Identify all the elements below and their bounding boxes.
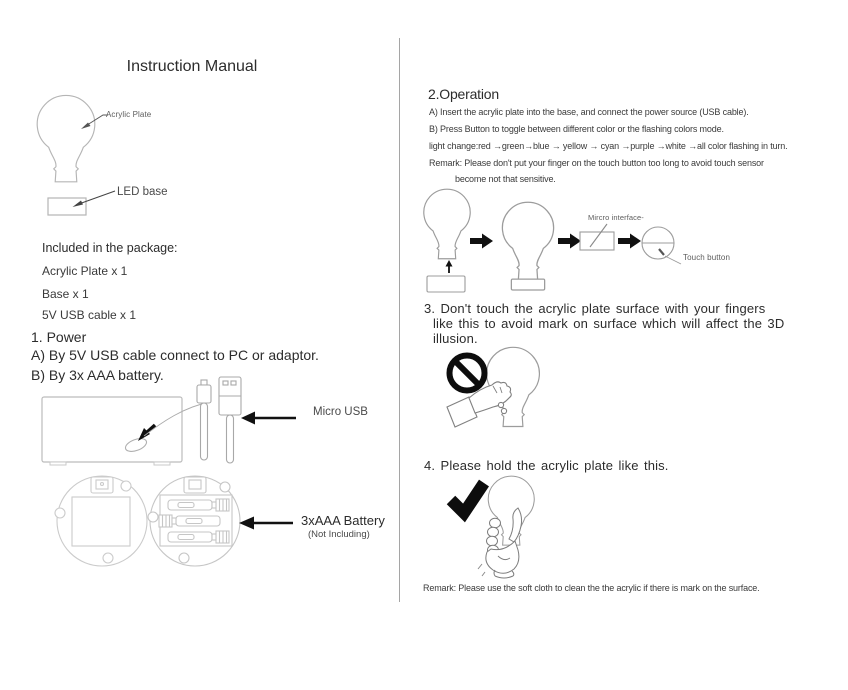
base-bottom-cover-drawing: [55, 476, 147, 566]
section4-heading: 4. Please hold the acrylic plate like this.: [424, 458, 669, 473]
insert-arrowhead-icon: [446, 260, 453, 267]
micro-usb-label: Micro USB: [313, 406, 368, 418]
step-arrow-icon: [618, 234, 641, 249]
base-foot: [154, 462, 170, 465]
operation-remark-line2: become not that sensitive.: [455, 174, 556, 184]
led-base-drawing: [48, 198, 86, 215]
touch-button-label: Touch button: [683, 253, 731, 262]
acrylic-plate-label: Acrylic Plate: [106, 110, 152, 119]
section3-line2: like this to avoid mark on surface which will affect the 3D: [433, 316, 785, 331]
hold-correctly-illustration: [438, 470, 558, 582]
battery-label: 3xAAA Battery: [301, 513, 385, 528]
base-foot: [50, 462, 66, 465]
power-option-a: A) By 5V USB cable connect to PC or adaptor.: [31, 347, 319, 363]
micro-interface-label: Mircro interface-: [588, 213, 644, 222]
aaa-battery-drawing: [168, 499, 229, 511]
base-bottom-batteries-drawing: [148, 476, 240, 566]
battery-arrowhead-icon: [239, 517, 254, 530]
bulb-in-base-drawing: [502, 202, 553, 290]
checkmark-icon: [451, 483, 484, 513]
step-arrow-icon: [470, 234, 493, 249]
operation-remark-line1: Remark: Please don't put your finger on the touch button too long to avoid touch sensor: [429, 158, 764, 168]
power-heading: 1. Power: [31, 329, 87, 345]
included-item: Acrylic Plate x 1: [42, 264, 128, 278]
operation-step-a: A) Insert the acrylic plate into the base, and connect the power source (USB cable).: [429, 107, 749, 117]
page-title: Instruction Manual: [126, 58, 258, 75]
operation-step-b: B) Press Button to toggle between different color or the flashing colors mode.: [429, 124, 724, 134]
micro-usb-arrowhead-icon: [241, 412, 255, 425]
dont-touch-illustration: [443, 343, 583, 443]
power-option-b: B) By 3x AAA battery.: [31, 367, 164, 383]
usb-power-diagram: [38, 372, 320, 470]
included-item: Base x 1: [42, 287, 89, 301]
bulb-above-base-drawing: [424, 189, 470, 292]
aaa-battery-drawing: [159, 515, 220, 527]
light-change-sequence: light change:red →green→blue → yellow → cyan →purple →white →all color flashing in turn.: [429, 141, 788, 151]
battery-diagram: [40, 468, 302, 580]
assembly-steps-diagram: [413, 186, 725, 298]
included-heading: Included in the package:: [42, 241, 178, 255]
base-side-drawing: [42, 397, 182, 462]
touch-button-drawing: [642, 227, 681, 264]
led-base-label: LED base: [117, 186, 168, 198]
section3-line3: illusion.: [433, 331, 478, 346]
step-arrow-icon: [558, 234, 581, 249]
footer-remark: Remark: Please use the soft cloth to clean the the acrylic if there is mark on the surface.: [423, 583, 760, 593]
touch-button-leader-line: [665, 256, 681, 264]
section3-line1: 3. Don't touch the acrylic plate surface with your fingers: [424, 301, 766, 316]
prohibition-icon: [450, 356, 485, 391]
micro-interface-drawing: [580, 224, 614, 250]
operation-heading: 2.Operation: [428, 86, 499, 102]
micro-usb-connector-drawing: [197, 380, 211, 460]
aaa-battery-drawing: [168, 531, 229, 543]
included-item: 5V USB cable x 1: [42, 308, 137, 322]
acrylic-plate-diagram: [20, 88, 205, 224]
bulb-icon: [37, 95, 95, 181]
usb-a-connector-drawing: [219, 377, 241, 463]
battery-note: (Not Including): [308, 529, 370, 540]
column-divider: [399, 38, 400, 602]
